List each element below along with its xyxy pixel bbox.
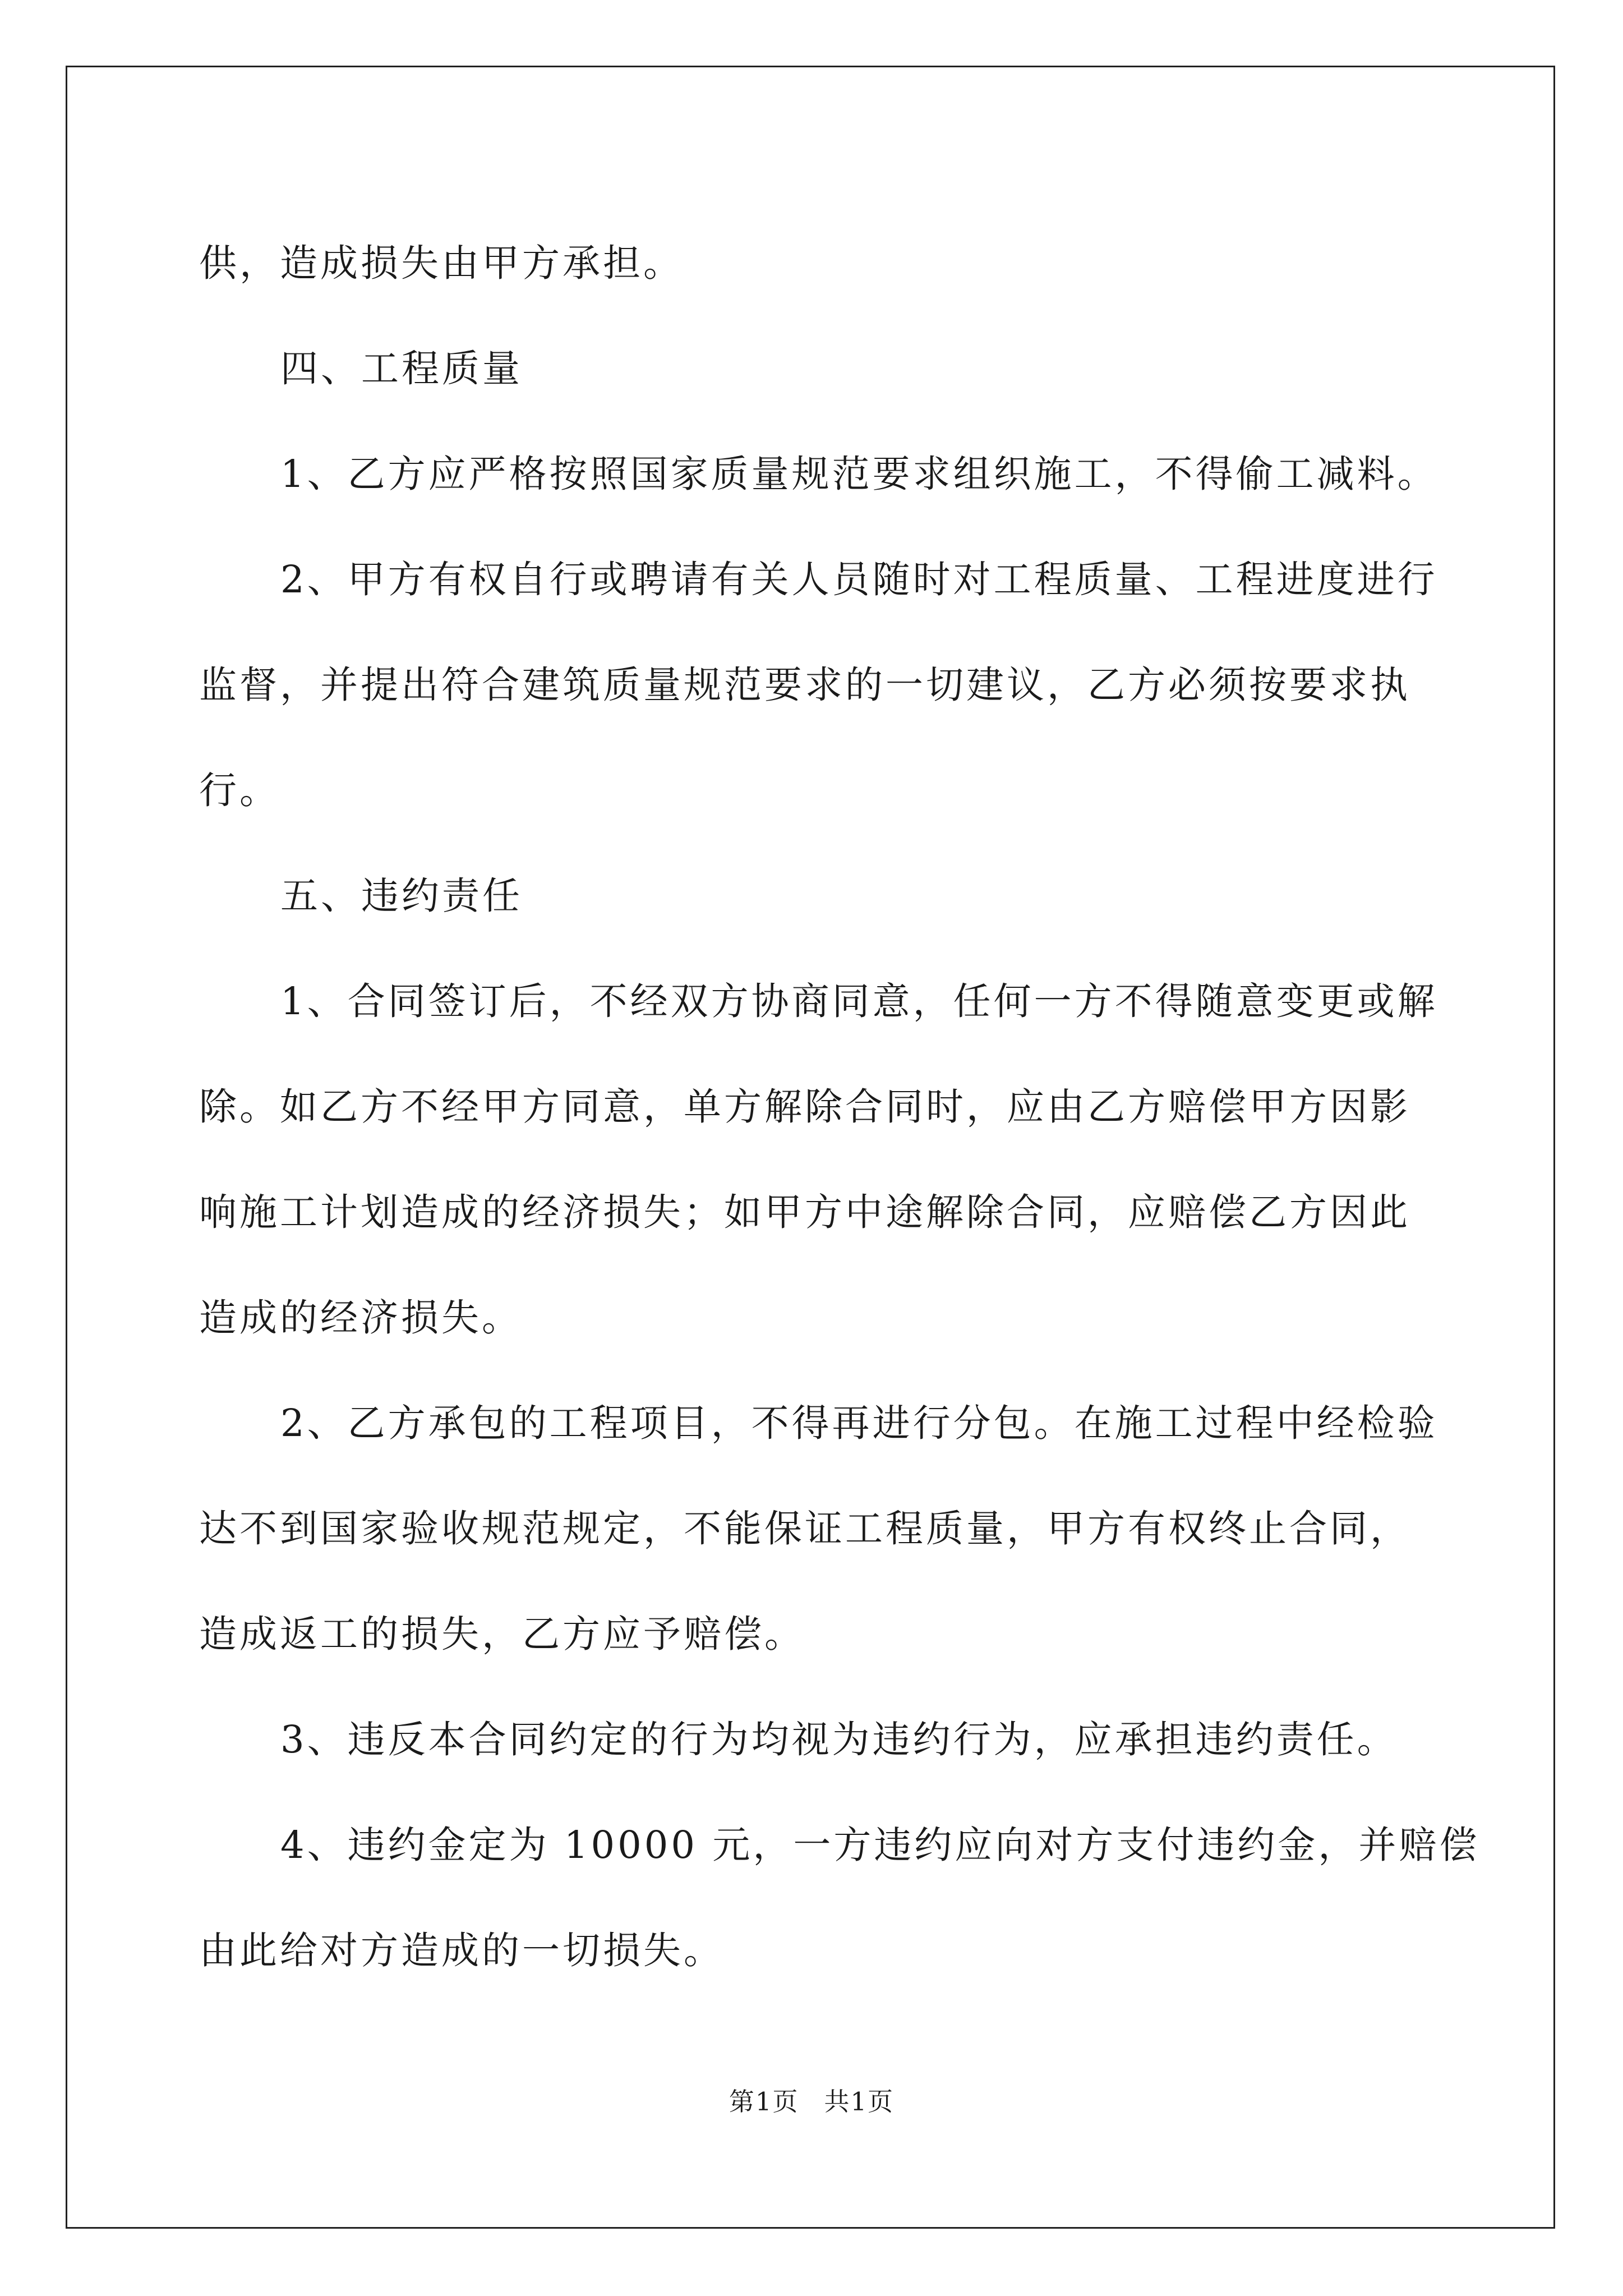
text-line: 由此给对方造成的一切损失。 xyxy=(199,1929,724,1972)
text-line: 造成的经济损失。 xyxy=(199,1296,522,1340)
text-line: 达不到国家验收规范规定，不能保证工程质量，甲方有权终止合同， xyxy=(199,1507,1410,1550)
page-number-total: 共1页 xyxy=(824,2087,895,2116)
text-line: 2、甲方有权自行或聘请有关人员随时对工程质量、工程进度进行 xyxy=(280,558,1438,601)
page-footer xyxy=(0,2081,1623,2118)
text-line: 3、违反本合同约定的行为均视为违约行为，应承担违约责任。 xyxy=(280,1718,1398,1761)
text-line: 1、乙方应严格按照国家质量规范要求组织施工，不得偷工减料。 xyxy=(280,452,1438,496)
text-line: 4、违约金定为 10000 元，一方违约应向对方支付违约金，并赔偿 xyxy=(280,1823,1480,1867)
text-line: 除。如乙方不经甲方同意，单方解除合同时，应由乙方赔偿甲方因影 xyxy=(199,1085,1410,1129)
document-body xyxy=(199,210,1480,2003)
text-line: 造成返工的损失，乙方应予赔偿。 xyxy=(199,1612,805,1656)
text-line: 供，造成损失由甲方承担。 xyxy=(199,241,684,285)
text-line: 响施工计划造成的经济损失；如甲方中途解除合同，应赔偿乙方因此 xyxy=(199,1190,1410,1234)
text-line: 1、合同签订后，不经双方协商同意，任何一方不得随意变更或解 xyxy=(280,979,1438,1023)
text-line: 监督，并提出符合建筑质量规范要求的一切建议，乙方必须按要求执 xyxy=(199,663,1410,707)
text-line: 行。 xyxy=(199,769,280,812)
section-heading-quality: 四、工程质量 xyxy=(280,347,523,390)
page-number-current: 第1页 xyxy=(728,2087,799,2116)
section-heading-liability: 五、违约责任 xyxy=(280,874,523,918)
text-line: 2、乙方承包的工程项目，不得再进行分包。在施工过程中经检验 xyxy=(280,1401,1438,1445)
